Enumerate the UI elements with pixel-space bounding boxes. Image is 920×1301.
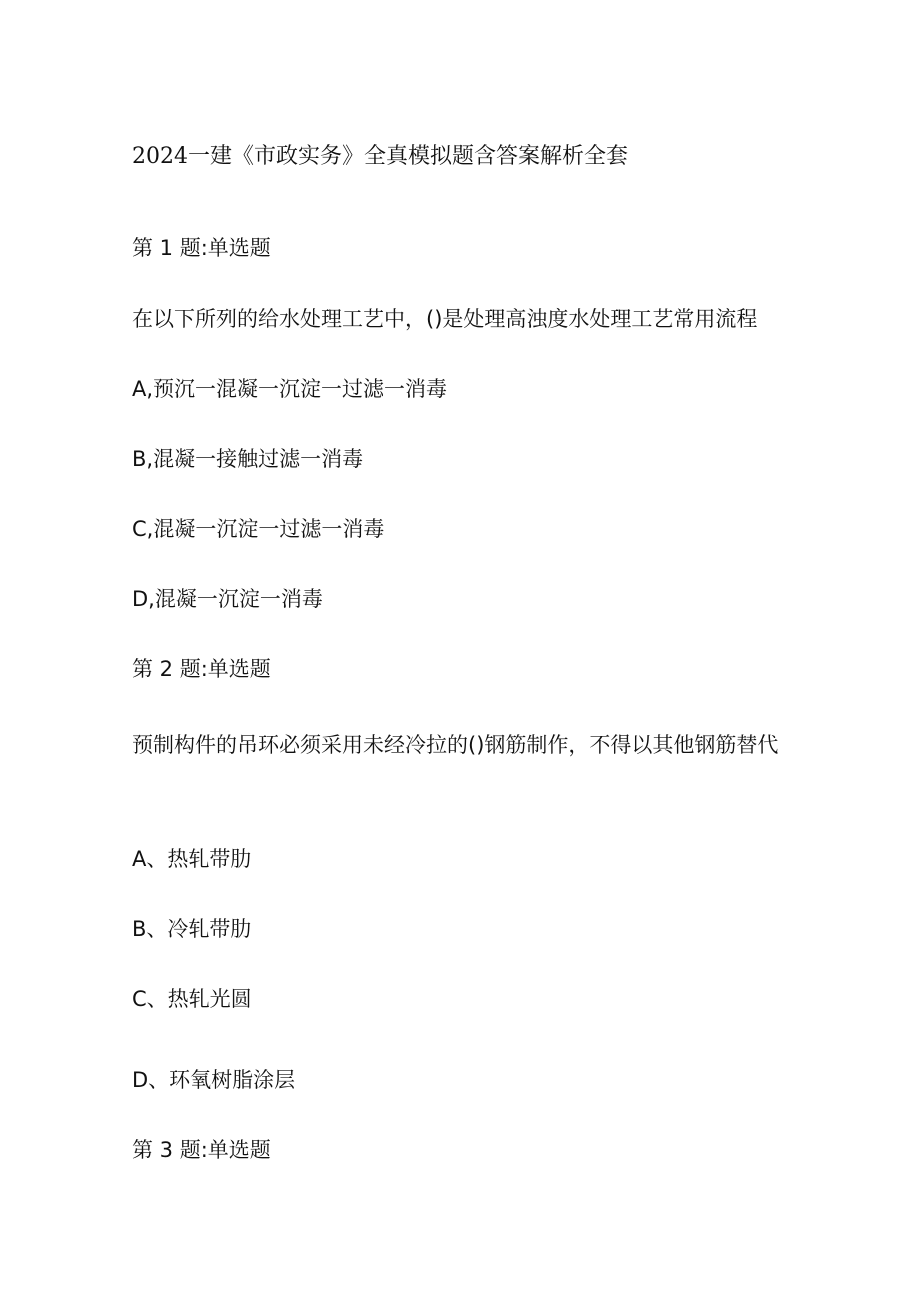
question-2-header: 第 2 题:单选题 xyxy=(132,657,271,681)
question-1-option-d: D,混凝一沉淀一消毒 xyxy=(132,587,323,611)
question-3-header: 第 3 题:单选题 xyxy=(132,1138,271,1162)
question-1-option-c: C,混凝一沉淀一过滤一消毒 xyxy=(132,517,385,541)
document-title: 2024一建《市政实务》全真模拟题含答案解析全套 xyxy=(132,144,628,169)
question-1-option-a: A,预沉一混凝一沉淀一过滤一消毒 xyxy=(132,377,448,401)
question-2-option-a: A、热轧带肋 xyxy=(132,847,252,871)
question-2-stem: 预制构件的吊环必须采用未经冷拉的()钢筋制作，不得以其他钢筋替代 xyxy=(132,733,779,757)
question-1-stem: 在以下所列的给水处理工艺中，()是处理高浊度水处理工艺常用流程 xyxy=(132,307,758,331)
question-1-header: 第 1 题:单选题 xyxy=(132,236,271,260)
question-1-option-b: B,混凝一接触过滤一消毒 xyxy=(132,447,364,471)
question-2-option-d: D、环氧树脂涂层 xyxy=(132,1068,296,1092)
question-2-option-b: B、冷轧带肋 xyxy=(132,917,252,941)
question-2-option-c: C、热轧光圆 xyxy=(132,987,252,1011)
